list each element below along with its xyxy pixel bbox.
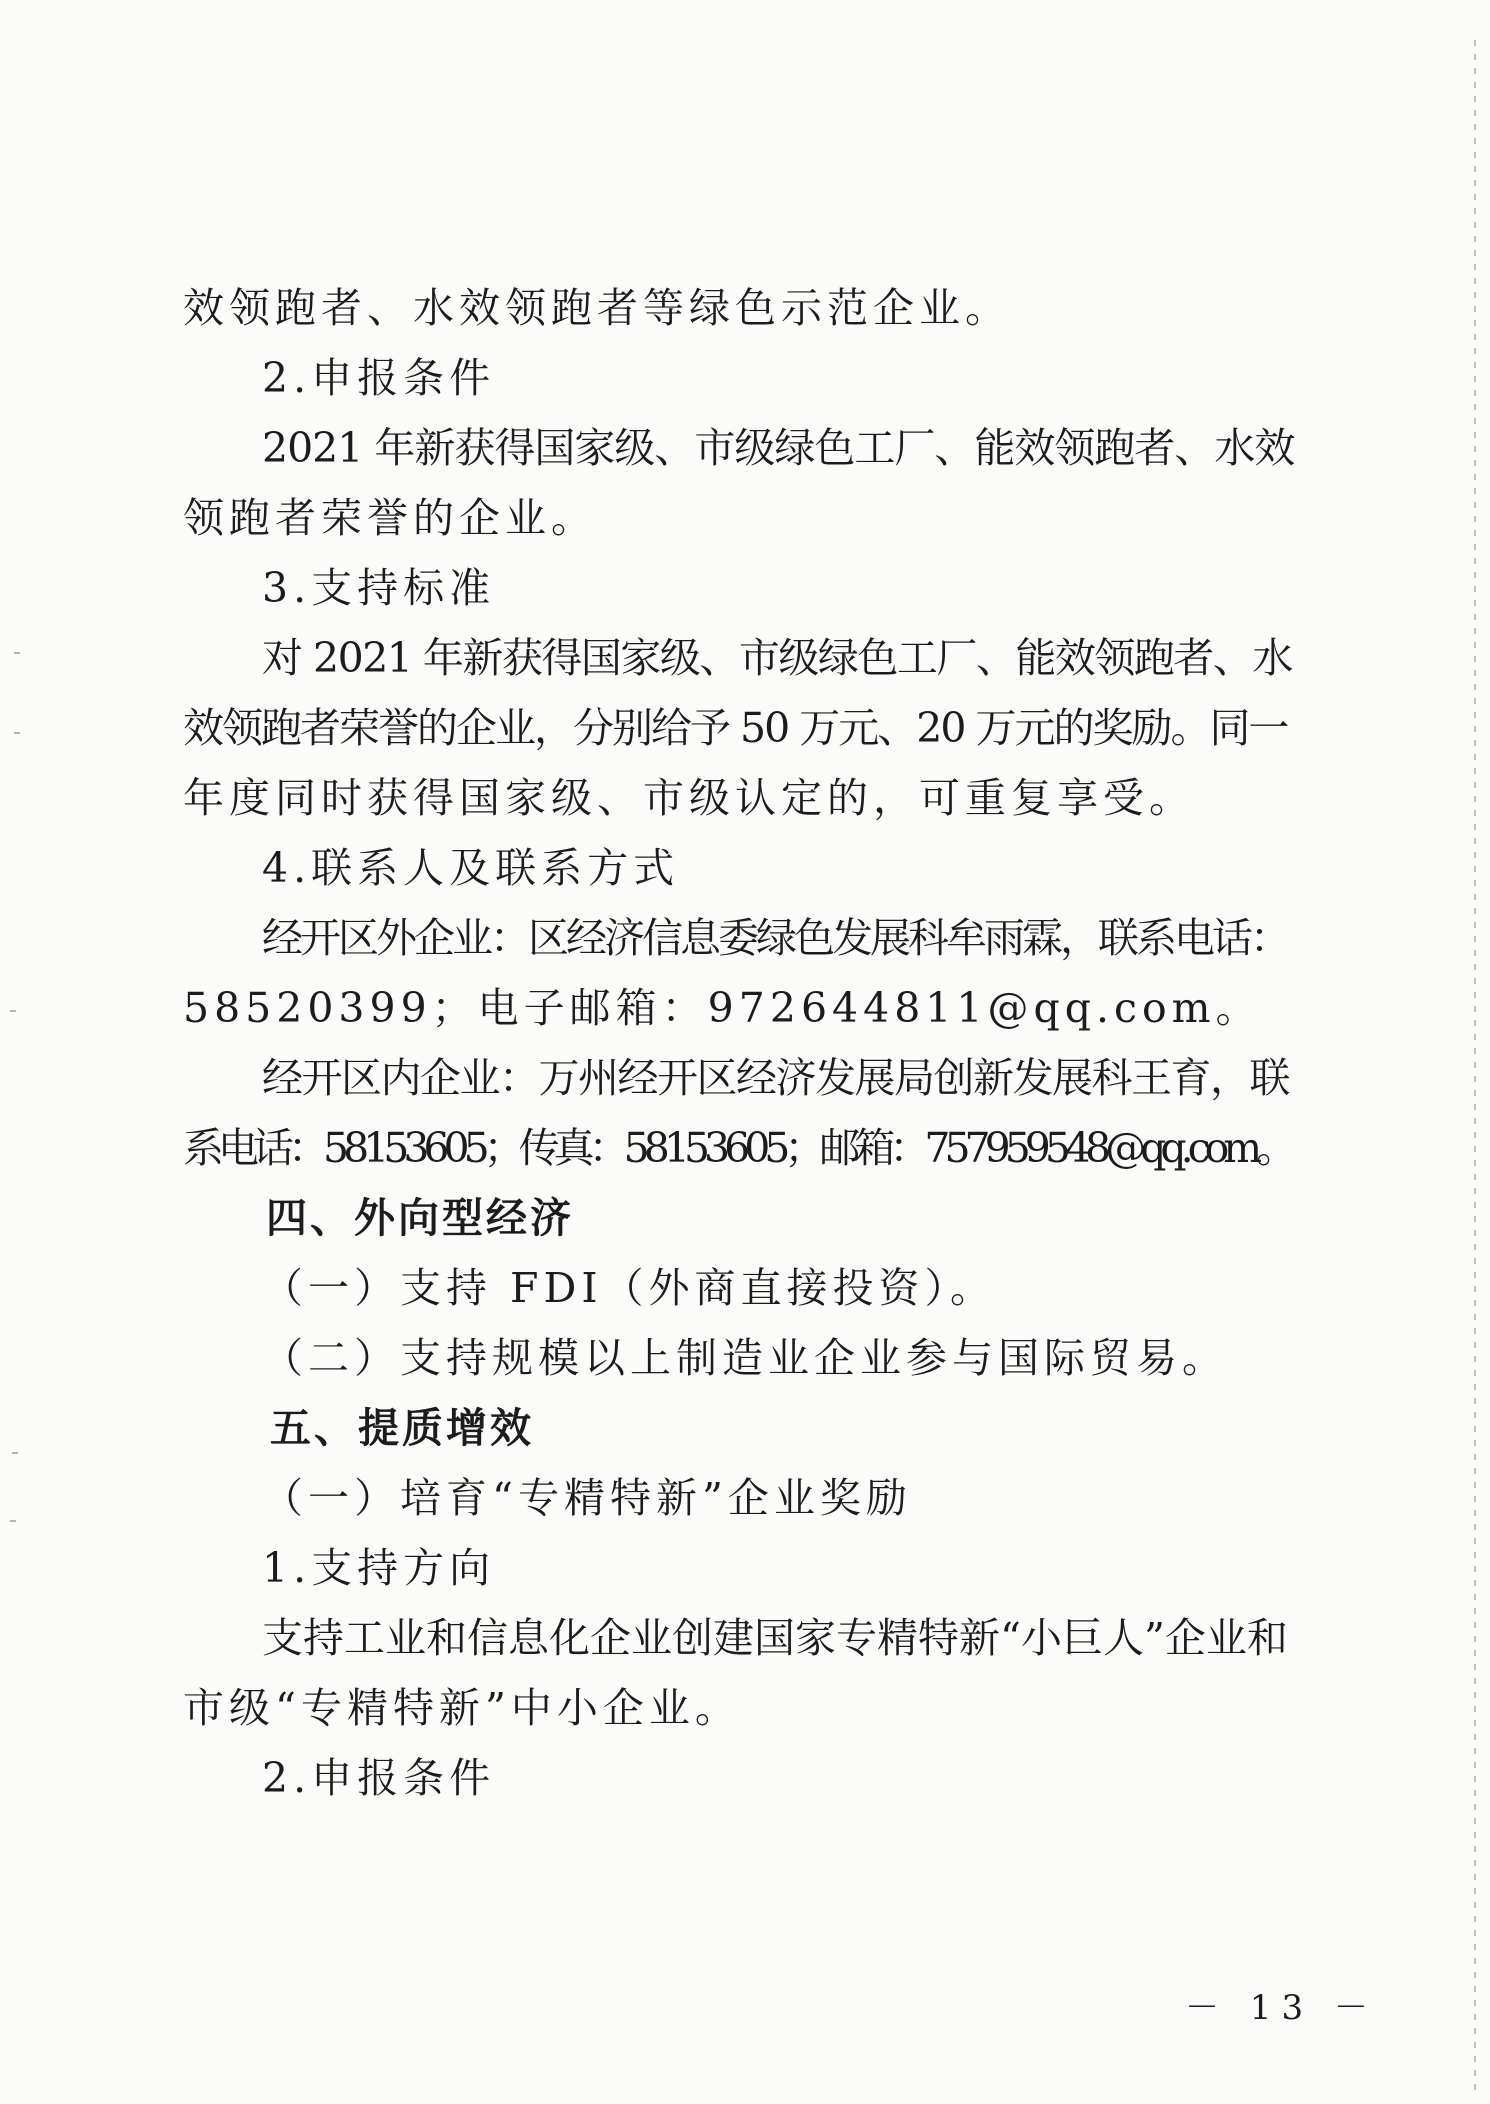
section-heading-text: 四、外向型经济 bbox=[266, 1194, 574, 1242]
text-line-content: 2021 年新获得国家级、市级绿色工厂、能效领跑者、水效 bbox=[262, 424, 1295, 472]
text-line-content: （一）培育“专精特新”企业奖励 bbox=[262, 1474, 912, 1522]
scan-edge-line bbox=[1474, 40, 1476, 2090]
text-line-content: 3.支持标准 bbox=[262, 564, 496, 612]
scan-speck bbox=[10, 1520, 16, 1522]
text-line-content: 支持工业和信息化企业创建国家专精特新“小巨人”企业和 bbox=[262, 1614, 1288, 1662]
text-line-content: 市级“专精特新”中小企业。 bbox=[183, 1684, 741, 1732]
text-line-content: 经开区内企业：万州经开区经济发展局创新发展科王育，联 bbox=[262, 1054, 1289, 1102]
text-line-content: 4.联系人及联系方式 bbox=[262, 844, 680, 892]
scan-speck bbox=[10, 1010, 16, 1012]
scan-speck bbox=[12, 1452, 18, 1454]
section-heading-text: 五、提质增效 bbox=[270, 1404, 534, 1452]
scan-speck bbox=[14, 652, 20, 654]
text-line-content: 对 2021 年新获得国家级、市级绿色工厂、能效领跑者、水 bbox=[262, 634, 1292, 682]
scan-speck bbox=[14, 732, 20, 734]
text-line-content: 58520399；电子邮箱：972644811@qq.com。 bbox=[183, 984, 1262, 1032]
text-line-content: 年度同时获得国家级、市级认定的，可重复享受。 bbox=[183, 774, 1195, 822]
page-number: － 13 － bbox=[1185, 1988, 1378, 2028]
text-line-content: 领跑者荣誉的企业。 bbox=[183, 494, 597, 542]
text-line-content: 系电话：58153605；传真：58153605；邮箱：757959548@qq.com。 bbox=[183, 1124, 1292, 1172]
text-line-content: （二）支持规模以上制造业企业参与国际贸易。 bbox=[262, 1334, 1228, 1382]
text-line-content: 2.申报条件 bbox=[262, 354, 496, 402]
text-line-content: （一）支持 FDI（外商直接投资）。 bbox=[262, 1264, 997, 1312]
text-line-content: 1.支持方向 bbox=[262, 1544, 496, 1592]
text-line-content: 2.申报条件 bbox=[262, 1754, 496, 1802]
text-line-content: 效领跑者荣誉的企业，分别给予 50 万元、20 万元的奖励。同一 bbox=[183, 704, 1288, 752]
text-line-content: 经开区外企业：区经济信息委绿色发展科牟雨霖，联系电话： bbox=[262, 914, 1288, 962]
text-line-content: 效领跑者、水效领跑者等绿色示范企业。 bbox=[183, 284, 1011, 332]
